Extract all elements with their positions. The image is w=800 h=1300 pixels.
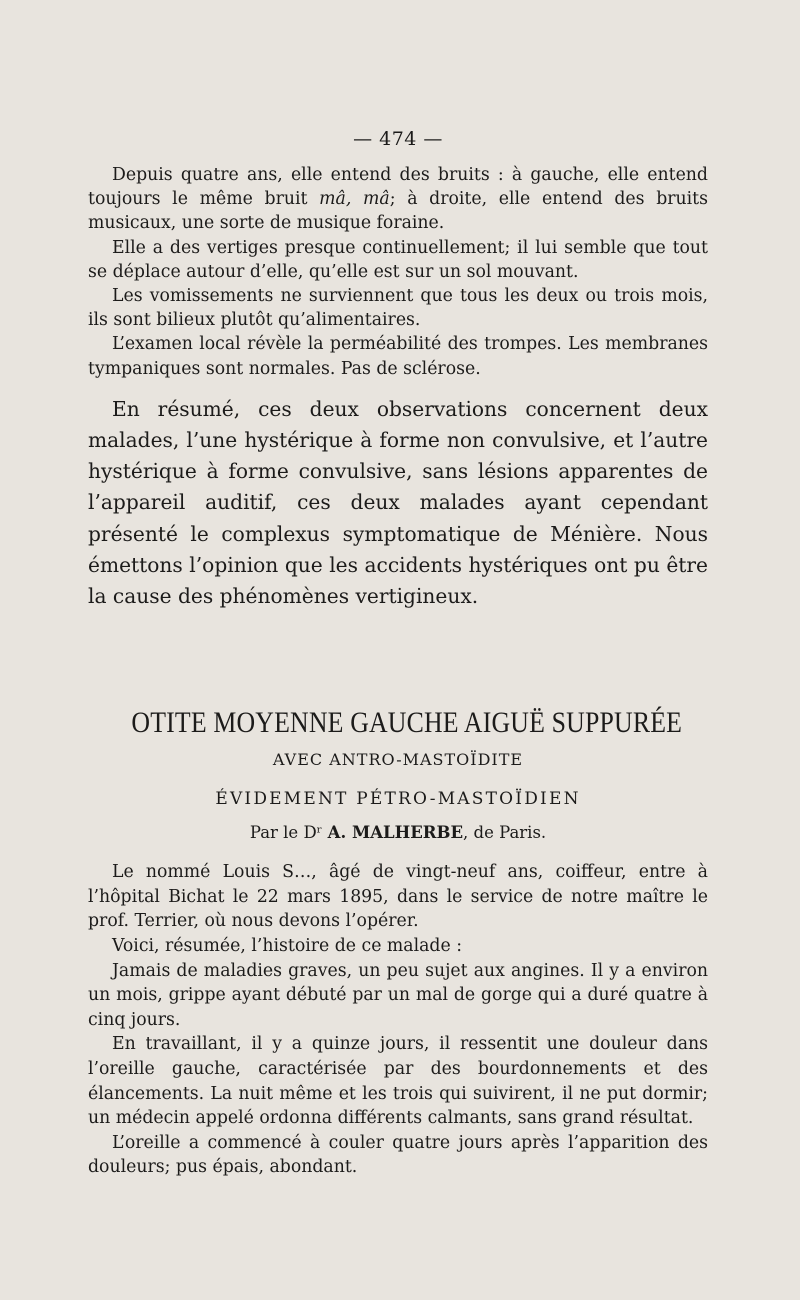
author-name: A. MALHERBE	[327, 823, 464, 843]
paragraph-history: Jamais de maladies graves, un peu sujet aux angines. Il y a environ un mois, grippe ayant débuté par un mal de gorge qui a duré quatre à cinq jours.	[88, 960, 708, 1030]
italic-sound: mâ, mâ	[319, 189, 390, 210]
paragraph-examination: L’examen local révèle la perméabilité des trompes. Les membranes tympaniques sont normales. Pas de sclérose.	[88, 334, 708, 379]
paragraph-patient-intro: Le nommé Louis S…, âgé de vingt-neuf ans, coiffeur, entre à l’hôpital Bichat le 22 mars 1895, dans le service de notre maître le prof. Terrier, où nous devons l’opérer.	[88, 862, 708, 932]
paragraph-text: Depuis quatre ans, elle entend des bruits : à gauche, elle entend toujours le même bruit	[88, 165, 708, 210]
paragraph-onset: En travaillant, il y a quinze jours, il ressentit une douleur dans l’oreille gauche, caractérisée par des bourdonnements et des élancements. La nuit même et les trois qui suivirent, il ne put dormir; un médecin appelé ordonna différents calmants, sans grand résultat.	[88, 1034, 708, 1129]
page-number: — 474 —	[353, 128, 443, 150]
article-section-heading: ÉVIDEMENT PÉTRO-MASTOÏDIEN	[215, 789, 581, 810]
paragraph-vertigo: Elle a des vertiges presque continuellement; il lui semble que tout se déplace autour d’elle, qu’elle est sur un sol mouvant.	[88, 237, 708, 282]
paragraph-history-intro: Voici, résumée, l’histoire de ce malade :	[112, 936, 463, 957]
paragraph-text: ; à droite, elle entend des bruits musicaux, une sorte de musique foraine.	[88, 189, 708, 234]
summary-paragraph: En résumé, ces deux observations concernent deux malades, l’une hystérique à forme non convulsive, et l’autre hystérique à forme convulsive, sans lésions apparentes de l’appareil auditif, ces deux malades ayant cependant présenté le complexus symptomatique de Ménière. Nous émettons l’opinion que les accidents hystériques ont pu être la cause des phénomènes vertigineux.	[88, 396, 708, 609]
article-byline	[88, 823, 708, 842]
page-content	[88, 128, 708, 1180]
article-title: OTITE MOYENNE GAUCHE AIGUË SUPPURÉE	[131, 706, 683, 740]
article-body	[88, 860, 708, 1180]
summary-block	[88, 394, 708, 612]
article-subtitle: AVEC ANTRO-MASTOÏDITE	[272, 750, 524, 770]
paragraph-noises	[88, 163, 708, 236]
paragraph-vomiting: Les vomissements ne surviennent que tous les deux ou trois mois, ils sont bilieux plutôt qu’alimentaires.	[88, 286, 708, 331]
case-observation-text	[88, 163, 708, 381]
byline-suffix: , de Paris.	[463, 823, 547, 843]
paragraph-discharge: L’oreille a commencé à couler quatre jours après l’apparition des douleurs; pus épais, abondant.	[88, 1132, 708, 1178]
byline-prefix: Par le Dʳ	[249, 823, 328, 843]
